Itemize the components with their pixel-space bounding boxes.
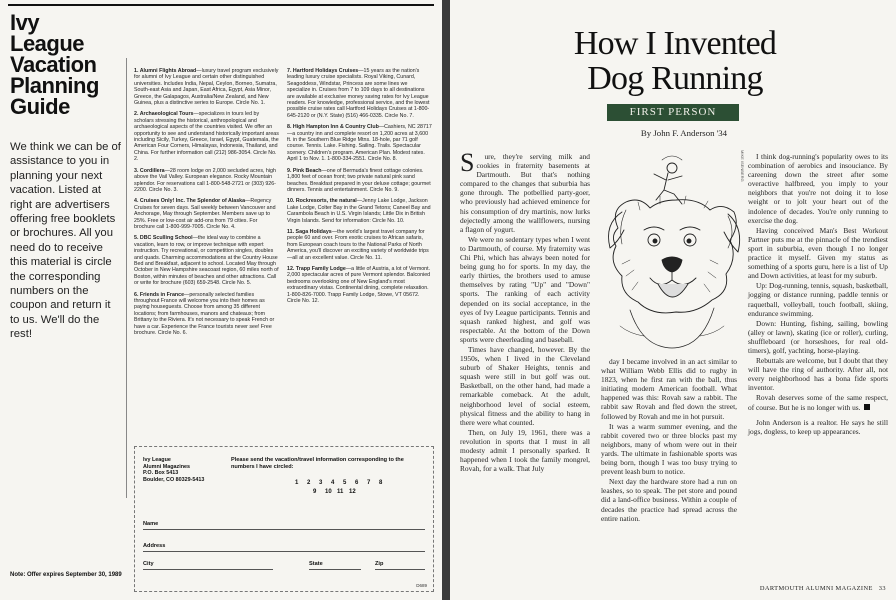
address-line: Boulder, CO 80329-5413 [143,476,205,483]
entry-title: 6. Friends in France [134,291,185,298]
mailing-address [143,457,233,483]
end-mark [864,404,870,410]
list-item [134,198,279,230]
article-column-2 [601,357,737,524]
name-label: Name [143,521,159,527]
title-line: Guide [10,94,70,119]
title-line: Planning [10,73,99,98]
paragraph: Rovah deserves some of the same respect, of course. But he is no longer with us. [748,393,888,412]
left-page [0,0,442,600]
title-line: Ivy [10,10,40,35]
entry-text: —the ideal way to combine a vacation, learn to row, or improve technique with expert instruction. Try recreational, or competition singles, doubles and quads. Charming accommodations at the Country House Bed and Breakfast, adjacent to school. Located May through October in New Hampshire seacoast region, 60 miles north of Boston, within minutes of beaches and other attractions. Call or write for brochure (603) 659-2548. Circle No. 5. [134,235,279,287]
entry-text: —28 room lodge on 2,000 secluded acres, high above the Vail Valley. European elegance. Rocky Mountain splendor. For reservations call 1-800-548-2721 or (303) 926-2200. Circle No. 3. [134,167,276,193]
dog-illustration [600,150,744,356]
list-item [287,198,432,224]
number-option[interactable]: 2 [307,480,311,486]
list-item [287,124,432,162]
list-item [134,235,279,286]
reply-coupon[interactable] [134,446,434,592]
advertiser-list-left [134,68,279,341]
illustration-credit: MIKE ISENBERG [740,150,745,182]
page-footer [754,585,886,592]
entry-title: 1. Alumni Flights Abroad [134,68,197,74]
top-rule [8,4,434,6]
title-line: Dog Running [587,60,763,97]
entry-text: —15 years as the nation's leading luxury cruise specialists. Royal Viking, Cunard, Seagoddess, Windstar, Princess are some lines we specialize in. Cruises from 7 to 109 days to all destinations are available at exclusive money saving rates for Ivy League readers. For knowledge, professional service, and the lowest possible cruise rates call Hartford Holidays Cruises at 1-800-645-2120 or (N.Y. State) (516) 466-0335. Circle No. 7. [287,68,430,119]
paragraph: Rebuttals are welcome, but I doubt that they will have the ring of authority. After all, not every neighborhood has a bona fide sports inventor. [748,356,888,393]
coupon-code: D689 [416,583,427,588]
entry-text: —the world's largest travel company for people 60 and over. From exotic cruises to African safaris, from European coach tours to the National Parks of North America, you'll discover an exciting variety of worldwide trips—all at an excellent value. Circle No. 11. [287,228,429,261]
paragraph: day I became involved in an act similar to what William Webb Ellis did to rugby in 1823, when he first ran with the ball, thus initiating modern American football. What happened was this: Rovah saw a rabbit. The rabbit saw Rovah and fled down the street, followed by Rovah and me in hot pursuit. [601,357,737,421]
paragraph: Next day the hardware store had a run on leashes, so to speak. The pet store and pound did a land-office business. Within a couple of decades the practice had spread across the entire nation. [601,477,737,523]
city-label: City [143,561,154,567]
paragraph: We were no sedentary types when I went to Dartmouth, of course. My fraternity was Chi Phi, which has always been noted for being gung ho for sports. In my day, the early thirties, the brothers used to amuse themselves by rating "Up" and "Down" sports. The ranking of each activity depended on its social acceptance, in the eyes of Ivy League participants. Tennis and squash ranked highest, and golf was respectable. At the bottom of the Down sports were cheerleading and baseball. [460,234,590,344]
title-line: League [10,31,85,56]
number-option[interactable]: 6 [355,480,359,486]
address-line: Alumni Magazines [143,463,191,470]
list-item [134,292,279,337]
zip-label: Zip [375,561,384,567]
offer-note: Note: Offer expires September 30, 1989 [10,572,122,578]
address-line: P.O. Box 5413 [143,470,179,477]
paragraph: Times have changed, however. By the 1950s, when I lived in the Cleveland suburb of Shaker Heights, tennis and squash were still in but golf was out. Basketball, on the other hand, had made a remarkable comeback. At the adult, neighborhood level of social esteem, physical fitness and the ability to hang in there were what counted. [460,344,590,427]
advertiser-list-right [287,68,432,309]
address-line: Ivy League [143,457,171,463]
guide-intro: We think we can be of assistance to you in planning your next vacation. Listed at right are advertisers offering free booklets or brochures. All you need do to receive this material is circle the corresponding numbers on the coupon and return it to us. We'll do the rest! [10,141,121,341]
entry-title: 8. High Hampton Inn & Country Club [287,124,379,131]
section-banner: FIRST PERSON [607,104,739,121]
list-item [287,68,432,119]
guide-title [10,12,122,117]
list-item [134,111,279,162]
list-item [287,229,432,261]
entry-text: —Regency Cruises for seven days. Sail weekly between Vancouver and Anchorage, May through September. Members save up to 25%. Free or low-cost air add-ons from 79 cities. For brochure call 1-800-999-7005. Circle No. 4. [134,198,276,230]
number-option[interactable]: 7 [367,480,371,486]
number-option[interactable]: 1 [295,480,299,486]
number-option[interactable]: 12 [349,489,356,495]
number-option[interactable]: 4 [331,480,335,486]
paragraph: I think dog-running's popularity owes to its combination of aerobics and insouciance. By careening down the street after some overactive halfbreed, you imply to your neighbors that you're not doing it to lose weight or to jolt your heart out of the indolence of decades. You're only running to exercise the dog. [748,152,888,225]
author-note: John Anderson is a realtor. He says he still jogs, dogless, to keep up appearances. [748,417,888,436]
list-item [134,168,279,194]
title-line: Vacation [10,52,97,77]
column-divider [126,58,127,498]
magazine-name: DARTMOUTH ALUMNI MAGAZINE [759,585,873,592]
paragraph: It was a warm summer evening, and the rabbit covered two or three blocks past my neighbors, many of whom were out in their yards. The ultimate in fashionable sports was being born, though I was too busy trying to prevent leash burn to notice. [601,421,737,477]
paragraph: Up: Dog-running, tennis, squash, basketball, jogging or distance running, paddle tennis or raquetball, volleyball, touch football, skiing, endurance swimming. [748,281,888,318]
city-field[interactable] [143,569,273,570]
entry-title: 2. Archaeological Tours [134,111,194,118]
entry-title: 3. Cordillera [134,167,165,174]
article-column-1 [460,148,590,474]
coupon-instruction: Please send the vacation/travel information corresponding to the numbers I have circled: [231,457,404,470]
number-option[interactable]: 10 [325,489,332,495]
list-item [287,266,432,304]
paragraph: S ure, they're serving milk and cookies in fraternity basements at Dartmouth. But that's nothing compared to the changes that suburbia has gone through. The potbellied party-goer, who previously had achieved eminence for his consumption of dry martinis, now lurks dejectedly among the wallflowers, nursing a flagon of yogurt. [460,148,590,234]
state-field[interactable] [309,569,361,570]
article-title [550,26,800,96]
entry-text: —a little of Austria, a lot of Vermont. 2,000 spectacular acres of pure Vermont splendor. Balconied bedrooms overlooking one of New England's most extraordinary vistas. Continental dining, complete relaxation. 1-800-826-7000. Trapp Family Lodge, Stowe, VT 05672. Circle No. 12. [287,265,431,304]
byline: By John F. Anderson '34 [640,128,728,138]
entry-title: 4. Cruises Only! Inc. The Splendor of Alaska [134,198,246,205]
entry-text: —one of Bermuda's finest cottage colonies. 1,800 feet of ocean front; two private natural pink sand beaches. Breakfast prepared in your deluxe cottage; gourmet dinners. Tennis and entertainment. Circle No. 9. [287,167,431,193]
address-label: Address [143,543,166,549]
title-line: How I Invented [573,25,777,62]
entry-text: —luxury travel program exclusively for alumni of Ivy League and certain other distinguished universities. Includes India, Nepal, Ceylon, Borneo, Sumatra, South-east Asia and Japan, East Africa, Egypt, Asia Minor, Greece, the Galapagos, Australia/New Zealand, and New Guinea, plus a distinctive series to Europe. Circle No. 1. [134,68,279,107]
circle-numbers[interactable] [295,479,405,497]
number-option[interactable]: 5 [343,480,347,486]
entry-title: 7. Hartford Holidays Cruises [287,68,359,74]
article-column-3 [748,152,888,437]
numbers-row [295,488,405,497]
right-page [450,0,896,600]
entry-text: —personally selected families throughout France will welcome you into their homes as paying houseguests. Choose from among 35 different locations; from farmhouses, manors and chateaux; from Brittany to the Riviera. It's not necessary to speak French or have a car. Experience the France tourists never see! Free brochure. Circle No. 6. [134,291,275,337]
address-field[interactable] [143,551,425,552]
paragraph: Down: Hunting, fishing, sailing, bowling (alley or lawn), skating (ice or roller), curling, shuffleboard (or horseshoes, for real old-timers), golf, yachting, horse-playing. [748,318,888,355]
number-option[interactable]: 9 [313,489,317,495]
paragraph: Then, on July 19, 1961, there was a revolution in sports that I must in all modesty admit I personally sparked. It happened when I took the family mongrel, Rovah, for a walk. That July [460,427,590,474]
entry-text: —specializes in tours led by scholars stressing the historical, anthropological and archaeological aspects of the countries visited. We offer an opportunity to see and understand historically important areas including Sicily, Turkey, Greece, Israel, Egypt, Guatemala, the American Four Corners, Himalayas, Indonesia, Thailand, and China. For further information call (212) 986-3054. Circle No. 2. [134,111,279,163]
drop-cap: S [460,148,475,177]
list-item [134,68,279,106]
number-option[interactable]: 8 [379,480,383,486]
entry-title: 9. Pink Beach [287,167,322,174]
name-field[interactable] [143,529,425,530]
entry-title: 10. Rockresorts, the natural [287,198,357,205]
page-number: 33 [878,585,886,592]
numbers-row [295,479,405,488]
entry-text: —Cashiers, NC 28717—a country inn and complete resort on 1,200 acres at 3,600 ft. in the Southern Blue Ridge Mtns. 18-hole, par 71 golf course. Tennis. Lake. Fishing. Sailing. Trails. Spectacular scenery. Children's program. American Plan. Modest rates. April 1 to Nov. 1. 1-800-334-2551. Circle No. 8. [287,124,432,163]
entry-text: —Jenny Lake Lodge, Jackson Lake Lodge, Colter Bay in the Grand Tetons; Caneel Bay and Carambola Beach in U.S. Virgin Islands; Little Dix in British Virgin Islands. Send for information: Circle No. 10. [287,198,431,224]
number-option[interactable]: 3 [319,480,323,486]
zip-field[interactable] [375,569,425,570]
entry-title: 12. Trapp Family Lodge [287,265,346,272]
paragraph: Having conceived Man's Best Workout Partner puts me at the pinnacle of the trendiest sport in suburbia, even though I no longer practice it myself. Given my status as something of a sports guru, here is a list of Up and Down activities, at least for my suburb. [748,225,888,281]
list-item [287,168,432,194]
state-label: State [309,561,323,567]
entry-title: 5. DBC Sculling School [134,235,193,242]
entry-title: 11. Saga Holidays [287,228,332,235]
number-option[interactable]: 11 [337,489,344,495]
